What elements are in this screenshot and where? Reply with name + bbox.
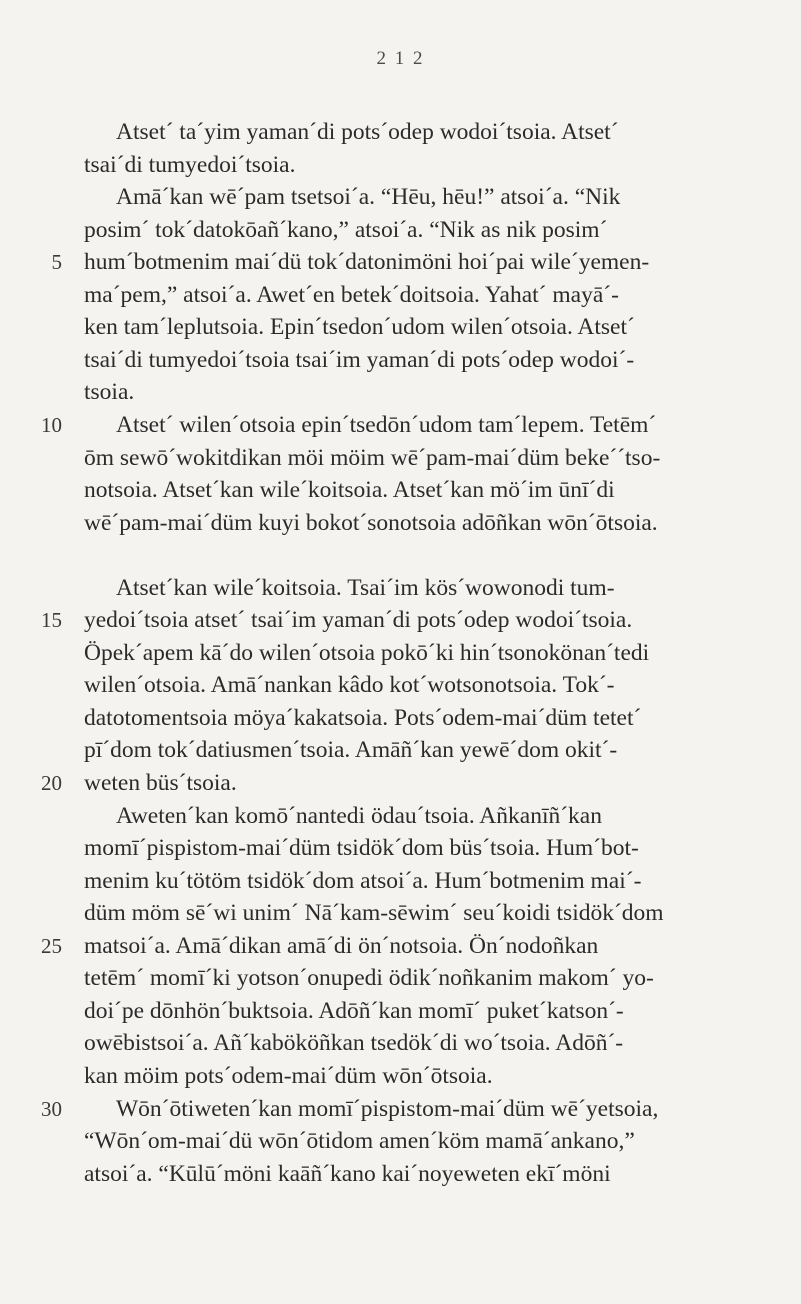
text-line: hum´botmenim mai´dü tok´datonimöni hoi´pai wile´yemen- xyxy=(84,249,650,276)
text-line: kan möim pots´odem-mai´düm wōn´ōtsoia. xyxy=(84,1062,493,1089)
text-line: wē´pam-mai´düm kuyi bokot´sonotsoia adōñkan wōn´ōtsoia. xyxy=(84,509,658,536)
text-line: menim ku´tötöm tsidök´dom atsoi´a. Hum´botmenim mai´- xyxy=(84,867,642,894)
text-line: ken tam´leplutsoia. Epin´tsedon´udom wilen´otsoia. Atset´ xyxy=(84,314,635,341)
text-line: doi´pe dōnhön´buktsoia. Adōñ´kan momī´ puket´katson´- xyxy=(84,997,624,1024)
text-line: notsoia. Atset´kan wile´koitsoia. Atset´kan mö´im ūnī´di xyxy=(84,477,615,504)
text-line: owēbistsoi´a. Añ´kabököñkan tsedök´di wo´tsoia. Adōñ´- xyxy=(84,1030,624,1057)
text-line: posim´ tok´datokōañ´kano,” atsoi´a. “Nik as nik posim´ xyxy=(84,216,608,243)
text-line: Öpek´apem kā´do wilen´otsoia pokō´ki hin´tsonokönan´tedi xyxy=(84,639,650,666)
text-line: tetēm´ momī´ki yotson´onupedi ödik´noñkanim makom´ yo- xyxy=(84,965,654,992)
text-line: momī´pispistom-mai´düm tsidök´dom büs´tsoia. Hum´bot- xyxy=(84,835,639,862)
line-number: 25 xyxy=(41,933,62,958)
text-line: tsai´di tumyedoi´tsoia tsai´im yaman´di pots´odep wodoi´- xyxy=(84,346,635,373)
text-line: Atset´ ta´yim yaman´di pots´odep wodoi´tsoia. Atset´ xyxy=(116,119,619,145)
text-line: düm möm sē´wi unim´ Nā´kam-sēwim´ seu´koidi tsidök´dom xyxy=(84,900,664,927)
text-line: ōm sewō´wokitdikan möi möim wē´pam-mai´düm beke´´tso- xyxy=(84,444,661,471)
text-line: pī´dom tok´datiusmen´tsoia. Amāñ´kan yewē´dom okit´- xyxy=(84,737,618,764)
line-number: 5 xyxy=(51,250,62,275)
text-line: yedoi´tsoia atset´ tsai´im yaman´di pots´odep wodoi´tsoia. xyxy=(84,607,633,634)
text-line: Wōn´ōtiweten´kan momī´pispistom-mai´düm wē´yetsoia, xyxy=(116,1095,659,1122)
line-number: 10 xyxy=(41,412,62,437)
text-line: tsoia. xyxy=(84,379,135,406)
line-number: 20 xyxy=(41,771,62,795)
line-number: 30 xyxy=(41,1096,62,1121)
line-number: 15 xyxy=(41,608,62,633)
text-line: Atset´kan wile´koitsoia. Tsai´im kös´wowonodi tum- xyxy=(116,574,615,601)
page-number: 2 1 2 xyxy=(376,48,425,69)
text-line: “Wōn´om-mai´dü wōn´ōtidom amen´köm mamā´ankano,” xyxy=(84,1128,635,1155)
text-line: atsoi´a. “Kūlū´möni kaāñ´kano kai´noyeweten ekī´möni xyxy=(84,1160,611,1187)
text-line: Amā´kan wē´pam tsetsoi´a. “Hēu, hēu!” atsoi´a. “Nik xyxy=(116,184,621,211)
text-line: Aweten´kan komō´nantedi ödau´tsoia. Añkanīñ´kan xyxy=(116,802,602,829)
text-line: matsoi´a. Amā´dikan amā´di ön´notsoia. Ön´nodoñkan xyxy=(84,932,599,959)
text-line: Atset´ wilen´otsoia epin´tsedōn´udom tam´lepem. Tetēm´ xyxy=(116,411,657,438)
text-line: weten büs´tsoia. xyxy=(84,770,237,796)
text-line: ma´pem,” atsoi´a. Awet´en betek´doitsoia. Yahat´ mayā´- xyxy=(84,281,619,308)
text-line: datotomentsoia möya´kakatsoia. Pots´odem-mai´düm tetet´ xyxy=(84,704,642,731)
text-line: wilen´otsoia. Amā´nankan kâdo kot´wotsonotsoia. Tok´- xyxy=(84,672,615,699)
text-line: tsai´di tumyedoi´tsoia. xyxy=(84,151,296,178)
